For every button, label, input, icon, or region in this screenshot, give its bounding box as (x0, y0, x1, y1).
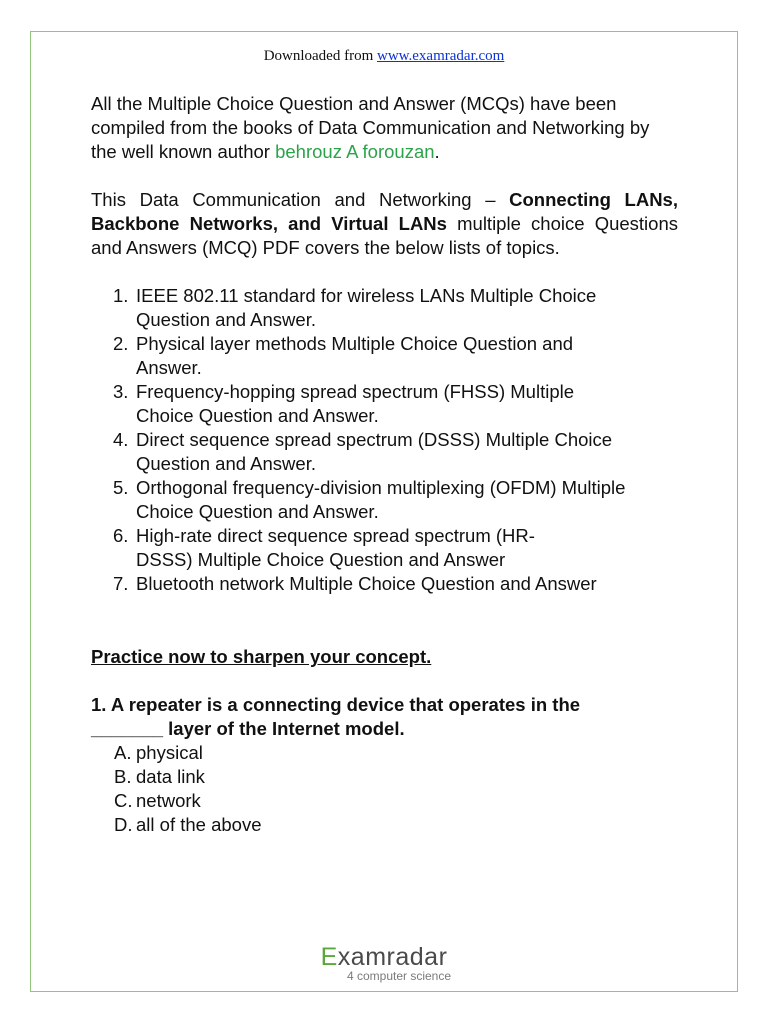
list-item-line: Choice Question and Answer. (136, 501, 379, 522)
list-item (91, 572, 678, 596)
answer-option (91, 813, 678, 837)
list-item (91, 284, 678, 332)
list-item (91, 380, 678, 428)
list-item-line: Direct sequence spread spectrum (DSSS) Multiple Choice (136, 429, 613, 450)
list-number: 2. (113, 333, 129, 354)
list-item-line: Bluetooth network Multiple Choice Question and Answer (136, 573, 597, 594)
list-number: 1. (113, 285, 129, 306)
list-item-line: Physical layer methods Multiple Choice Question and (136, 333, 574, 354)
description-text: This Data Communication and Networking – (91, 189, 510, 210)
list-item-line: IEEE 802.11 standard for wireless LANs Multiple Choice (136, 285, 597, 306)
description-end: multiple choice Questions and Answers (MCQ) PDF covers the below lists of topics. (91, 213, 678, 258)
examradar-link[interactable]: www.examradar.com (377, 48, 505, 64)
list-number: 7. (113, 573, 129, 594)
practice-heading: Practice now to sharpen your concept. (91, 646, 432, 667)
examradar-logo (0, 945, 768, 982)
list-number: 5. (113, 477, 129, 498)
list-number: 4. (113, 429, 129, 450)
answer-options (91, 741, 678, 837)
answer-option (91, 765, 678, 789)
option-letter: A. (114, 742, 132, 763)
logo-wordmark (0, 945, 768, 970)
option-text: physical (136, 742, 203, 763)
list-item-line: High-rate direct sequence spread spectrum (HR- (136, 525, 535, 546)
list-item-line: Choice Question and Answer. (136, 405, 379, 426)
list-item (91, 476, 678, 524)
list-item-line: Orthogonal frequency-division multiplexing (OFDM) Multiple (136, 477, 626, 498)
main-content (91, 92, 678, 837)
download-prefix: Downloaded from (263, 48, 377, 64)
list-item-line: DSSS) Multiple Choice Question and Answer (136, 549, 506, 570)
list-item (91, 428, 678, 476)
list-item-line: Question and Answer. (136, 453, 316, 474)
question-line: _______ layer of the Internet model. (91, 718, 405, 739)
list-item-line: Answer. (136, 357, 202, 378)
logo-name: xamradar (337, 943, 448, 971)
option-letter: C. (114, 790, 133, 811)
option-text: data link (136, 766, 205, 787)
list-item (91, 332, 678, 380)
author-name: behrouz A forouzan (275, 141, 435, 162)
option-letter: D. (114, 814, 133, 835)
list-item-line: Question and Answer. (136, 309, 316, 330)
answer-option (91, 789, 678, 813)
option-letter: B. (114, 766, 132, 787)
intro-text: All the Multiple Choice Question and Answer (MCQs) have been compiled from the books of Data Communication and Networking by the well known author (91, 93, 650, 162)
download-note (0, 48, 768, 65)
question-text (91, 693, 678, 741)
list-number: 6. (113, 525, 129, 546)
answer-option (91, 741, 678, 765)
question-line: 1. A repeater is a connecting device that operates in the (91, 694, 581, 715)
logo-initial: E (320, 943, 338, 971)
intro-paragraph (91, 92, 678, 164)
list-number: 3. (113, 381, 129, 402)
intro-end: . (434, 141, 440, 162)
logo-tagline: 4 computer science (346, 969, 452, 983)
list-item-line: Frequency-hopping spread spectrum (FHSS) Multiple (136, 381, 575, 402)
description-topic: Connecting LANs, Backbone Networks, and Virtual LANs (91, 189, 678, 234)
topic-list (91, 284, 678, 596)
list-item (91, 524, 678, 572)
description-paragraph (91, 188, 678, 260)
option-text: all of the above (136, 814, 262, 835)
option-text: network (136, 790, 201, 811)
